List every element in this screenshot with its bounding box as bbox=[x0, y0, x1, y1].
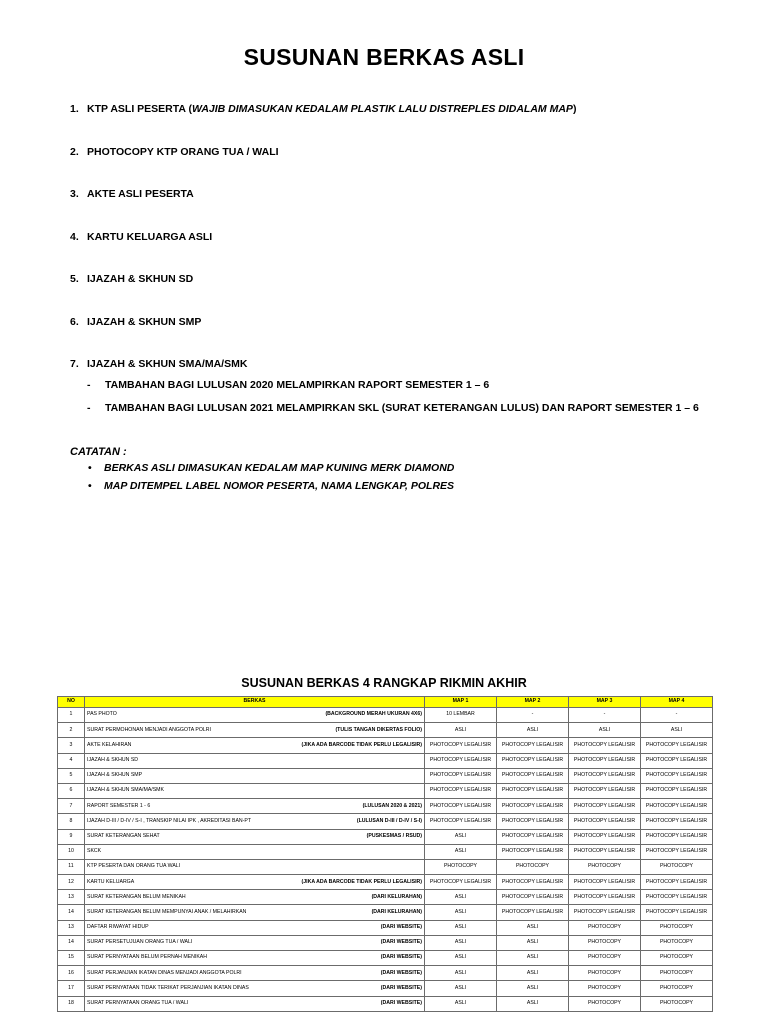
cell-map-2: ASLI bbox=[497, 966, 569, 981]
cell-berkas bbox=[85, 996, 425, 1011]
list-number: 1. bbox=[70, 103, 79, 115]
table-row bbox=[58, 875, 713, 890]
berkas-name: DAFTAR RIWAYAT HIDUP bbox=[87, 924, 149, 931]
berkas-name: AKTE KELAHIRAN bbox=[87, 741, 132, 748]
cell-map-4: PHOTOCOPY LEGALISIR bbox=[641, 799, 713, 814]
header-no: NO bbox=[58, 697, 85, 708]
cell-map-4: PHOTOCOPY bbox=[641, 951, 713, 966]
berkas-note: (JIKA ADA BARCODE TIDAK PERLU LEGALISIR) bbox=[301, 741, 422, 748]
berkas-name: SKCK bbox=[87, 848, 102, 855]
header-map-4: MAP 4 bbox=[641, 697, 713, 708]
cell-map-2: - bbox=[497, 708, 569, 723]
cell-no: 5 bbox=[58, 768, 85, 783]
list-number: 7. bbox=[70, 358, 79, 370]
cell-map-2: PHOTOCOPY LEGALISIR bbox=[497, 799, 569, 814]
cell-no: 10 bbox=[58, 844, 85, 859]
cell-map-3: PHOTOCOPY bbox=[569, 920, 641, 935]
cell-map-3: PHOTOCOPY LEGALISIR bbox=[569, 738, 641, 753]
berkas-name: SURAT PERNYATAAN ORANG TUA / WALI bbox=[87, 1000, 189, 1007]
cell-no: 1 bbox=[58, 708, 85, 723]
cell-no: 11 bbox=[58, 859, 85, 874]
berkas-note: (DARI WEBSITE) bbox=[380, 939, 422, 946]
berkas-note: (DARI WEBSITE) bbox=[380, 924, 422, 931]
cell-map-3: PHOTOCOPY bbox=[569, 935, 641, 950]
cell-map-4: PHOTOCOPY LEGALISIR bbox=[641, 844, 713, 859]
berkas-note: (JIKA ADA BARCODE TIDAK PERLU LEGALISIR) bbox=[301, 878, 422, 885]
cell-map-3: PHOTOCOPY LEGALISIR bbox=[569, 890, 641, 905]
bullet-icon: • bbox=[88, 462, 92, 474]
sub-item-text: TAMBAHAN BAGI LULUSAN 2021 MELAMPIRKAN SKL (SURAT KETERANGAN LULUS) DAN RAPORT SEMESTER 1 – 6 bbox=[105, 401, 699, 414]
cell-berkas bbox=[85, 829, 425, 844]
cell-map-3: PHOTOCOPY bbox=[569, 859, 641, 874]
list-item-6 bbox=[70, 316, 750, 359]
cell-map-2: PHOTOCOPY LEGALISIR bbox=[497, 890, 569, 905]
cell-map-4: PHOTOCOPY bbox=[641, 935, 713, 950]
cell-map-2: PHOTOCOPY LEGALISIR bbox=[497, 738, 569, 753]
list-item-3 bbox=[70, 188, 750, 231]
list-text: IJAZAH & SKHUN SD bbox=[87, 273, 194, 285]
cell-map-2: ASLI bbox=[497, 996, 569, 1011]
table-row bbox=[58, 920, 713, 935]
table-body bbox=[58, 708, 713, 1012]
berkas-name: RAPORT SEMESTER 1 - 6 bbox=[87, 802, 151, 809]
list-number: 3. bbox=[70, 188, 79, 200]
cell-map-3: PHOTOCOPY bbox=[569, 996, 641, 1011]
cell-map-1: ASLI bbox=[425, 951, 497, 966]
sub-item-text: TAMBAHAN BAGI LULUSAN 2020 MELAMPIRKAN RAPORT SEMESTER 1 – 6 bbox=[105, 378, 490, 391]
note-text: MAP DITEMPEL LABEL NOMOR PESERTA, NAMA LENGKAP, POLRES bbox=[104, 480, 455, 492]
cell-map-1: PHOTOCOPY LEGALISIR bbox=[425, 875, 497, 890]
cell-map-1: ASLI bbox=[425, 829, 497, 844]
cell-map-4: PHOTOCOPY LEGALISIR bbox=[641, 905, 713, 920]
cell-map-3: PHOTOCOPY LEGALISIR bbox=[569, 799, 641, 814]
cell-berkas bbox=[85, 708, 425, 723]
cell-berkas bbox=[85, 844, 425, 859]
list-text: PHOTOCOPY KTP ORANG TUA / WALI bbox=[87, 145, 279, 158]
cell-no: 14 bbox=[58, 935, 85, 950]
berkas-name: SURAT PERMOHONAN MENJADI ANGGOTA POLRI bbox=[87, 726, 211, 733]
cell-map-4: PHOTOCOPY LEGALISIR bbox=[641, 738, 713, 753]
cell-map-2: ASLI bbox=[497, 935, 569, 950]
berkas-name: PAS PHOTO bbox=[87, 711, 117, 718]
table-row bbox=[58, 738, 713, 753]
berkas-name: SURAT PERNYATAAN TIDAK TERIKAT PERJANJIAN IKATAN DINAS bbox=[87, 984, 249, 991]
cell-berkas bbox=[85, 905, 425, 920]
bullet-icon: • bbox=[88, 480, 92, 492]
berkas-note: (TULIS TANGAN DIKERTAS FOLIO) bbox=[335, 726, 422, 733]
cell-map-4: PHOTOCOPY LEGALISIR bbox=[641, 768, 713, 783]
berkas-name: KARTU KELUARGA bbox=[87, 878, 135, 885]
cell-map-1: PHOTOCOPY bbox=[425, 859, 497, 874]
cell-berkas bbox=[85, 935, 425, 950]
berkas-note: (LULUSAN 2020 & 2021) bbox=[362, 802, 422, 809]
cell-map-3: PHOTOCOPY LEGALISIR bbox=[569, 875, 641, 890]
cell-map-1: PHOTOCOPY LEGALISIR bbox=[425, 768, 497, 783]
berkas-note: (LULUSAN D-III / D-IV / S-I) bbox=[356, 817, 422, 824]
cell-map-2: PHOTOCOPY LEGALISIR bbox=[497, 905, 569, 920]
cell-map-2: ASLI bbox=[497, 981, 569, 996]
berkas-note: (DARI WEBSITE) bbox=[380, 969, 422, 976]
berkas-name: SURAT KETERANGAN SEHAT bbox=[87, 832, 160, 839]
cell-berkas bbox=[85, 799, 425, 814]
header-map-2: MAP 2 bbox=[497, 697, 569, 708]
cell-map-4: ASLI bbox=[641, 723, 713, 738]
cell-map-3: PHOTOCOPY LEGALISIR bbox=[569, 829, 641, 844]
cell-map-1: PHOTOCOPY LEGALISIR bbox=[425, 783, 497, 798]
cell-no: 18 bbox=[58, 996, 85, 1011]
berkas-note: (DARI WEBSITE) bbox=[380, 984, 422, 991]
list-number: 6. bbox=[70, 315, 79, 328]
cell-map-1: PHOTOCOPY LEGALISIR bbox=[425, 753, 497, 768]
table-row bbox=[58, 859, 713, 874]
cell-map-1: PHOTOCOPY LEGALISIR bbox=[425, 738, 497, 753]
cell-no: 13 bbox=[58, 920, 85, 935]
cell-berkas bbox=[85, 738, 425, 753]
list-number: 5. bbox=[70, 273, 79, 285]
cell-map-4: PHOTOCOPY LEGALISIR bbox=[641, 890, 713, 905]
berkas-name: IJAZAH D-III / D-IV / S-I , TRANSKIP NILAI IPK , AKREDITASI BAN-PT bbox=[87, 817, 252, 824]
table-row bbox=[58, 935, 713, 950]
table-row bbox=[58, 981, 713, 996]
sub-item-2 bbox=[87, 402, 750, 425]
cell-map-2: ASLI bbox=[497, 951, 569, 966]
cell-map-3: PHOTOCOPY LEGALISIR bbox=[569, 814, 641, 829]
list-item-2 bbox=[70, 146, 750, 189]
cell-map-2: ASLI bbox=[497, 723, 569, 738]
note-item-2 bbox=[88, 480, 454, 498]
table-row bbox=[58, 814, 713, 829]
cell-map-1: ASLI bbox=[425, 920, 497, 935]
cell-map-4: PHOTOCOPY bbox=[641, 966, 713, 981]
berkas-note: (DARI WEBSITE) bbox=[380, 1000, 422, 1007]
cell-map-4: PHOTOCOPY LEGALISIR bbox=[641, 875, 713, 890]
cell-no: 14 bbox=[58, 905, 85, 920]
cell-no: 17 bbox=[58, 981, 85, 996]
berkas-note: (DARI WEBSITE) bbox=[380, 954, 422, 961]
cell-no: 15 bbox=[58, 951, 85, 966]
cell-map-1: ASLI bbox=[425, 996, 497, 1011]
cell-map-1: PHOTOCOPY LEGALISIR bbox=[425, 799, 497, 814]
header-map-3: MAP 3 bbox=[569, 697, 641, 708]
cell-map-1: ASLI bbox=[425, 935, 497, 950]
berkas-asli-list bbox=[70, 103, 750, 425]
dash-icon: - bbox=[87, 378, 91, 391]
cell-berkas bbox=[85, 966, 425, 981]
cell-berkas bbox=[85, 951, 425, 966]
header-berkas: BERKAS bbox=[85, 697, 425, 708]
cell-berkas bbox=[85, 859, 425, 874]
cell-no: 6 bbox=[58, 783, 85, 798]
cell-map-2: PHOTOCOPY LEGALISIR bbox=[497, 829, 569, 844]
cell-map-2: PHOTOCOPY LEGALISIR bbox=[497, 768, 569, 783]
cell-map-1: ASLI bbox=[425, 966, 497, 981]
sub-list bbox=[70, 379, 750, 425]
cell-map-3: - bbox=[569, 708, 641, 723]
cell-berkas bbox=[85, 753, 425, 768]
cell-map-4: PHOTOCOPY bbox=[641, 920, 713, 935]
list-text: KTP ASLI PESERTA (WAJIB DIMASUKAN KEDALAM PLASTIK LALU DISTREPLES DIDALAM MAP) bbox=[87, 103, 577, 115]
table-header-row bbox=[58, 697, 713, 708]
note-text: BERKAS ASLI DIMASUKAN KEDALAM MAP KUNING MERK DIAMOND bbox=[104, 462, 455, 474]
cell-no: 16 bbox=[58, 966, 85, 981]
sub-item-1 bbox=[87, 379, 750, 402]
table-row bbox=[58, 966, 713, 981]
catatan-label: CATATAN : bbox=[70, 446, 127, 458]
list-number: 2. bbox=[70, 145, 79, 158]
table-row bbox=[58, 951, 713, 966]
berkas-name: SURAT KETERANGAN BELUM MENIKAH bbox=[87, 893, 186, 900]
table-row bbox=[58, 768, 713, 783]
cell-map-3: ASLI bbox=[569, 723, 641, 738]
cell-map-1: ASLI bbox=[425, 981, 497, 996]
cell-map-2: PHOTOCOPY LEGALISIR bbox=[497, 753, 569, 768]
cell-berkas bbox=[85, 814, 425, 829]
berkas-name: SURAT KETERANGAN BELUM MEMPUNYAI ANAK / MELAHIRKAN bbox=[87, 908, 247, 915]
table-row bbox=[58, 844, 713, 859]
cell-berkas bbox=[85, 875, 425, 890]
list-item-4 bbox=[70, 231, 750, 274]
cell-no: 13 bbox=[58, 890, 85, 905]
note-item-1 bbox=[88, 462, 454, 480]
berkas-name: IJAZAH & SKHUN SMA/MA/SMK bbox=[87, 787, 164, 794]
cell-map-1: PHOTOCOPY LEGALISIR bbox=[425, 814, 497, 829]
cell-map-3: PHOTOCOPY bbox=[569, 981, 641, 996]
cell-map-4: PHOTOCOPY LEGALISIR bbox=[641, 829, 713, 844]
cell-map-4: - bbox=[641, 708, 713, 723]
cell-map-1: ASLI bbox=[425, 905, 497, 920]
table-row bbox=[58, 996, 713, 1011]
cell-map-1: 10 LEMBAR bbox=[425, 708, 497, 723]
dash-icon: - bbox=[87, 401, 91, 414]
berkas-name: IJAZAH & SKHUN SD bbox=[87, 757, 139, 764]
cell-no: 9 bbox=[58, 829, 85, 844]
list-text-italic: WAJIB DIMASUKAN KEDALAM PLASTIK LALU DISTREPLES DIDALAM MAP bbox=[192, 103, 573, 115]
cell-map-3: PHOTOCOPY bbox=[569, 951, 641, 966]
cell-map-1: ASLI bbox=[425, 890, 497, 905]
list-number: 4. bbox=[70, 230, 79, 243]
header-map-1: MAP 1 bbox=[425, 697, 497, 708]
cell-map-4: PHOTOCOPY bbox=[641, 859, 713, 874]
table-row bbox=[58, 799, 713, 814]
berkas-table bbox=[57, 696, 713, 1012]
list-text: IJAZAH & SKHUN SMP bbox=[87, 315, 202, 328]
cell-map-2: PHOTOCOPY LEGALISIR bbox=[497, 783, 569, 798]
berkas-name: KTP PESERTA DAN ORANG TUA WALI bbox=[87, 863, 181, 870]
cell-berkas bbox=[85, 920, 425, 935]
cell-map-4: PHOTOCOPY LEGALISIR bbox=[641, 814, 713, 829]
cell-map-3: PHOTOCOPY LEGALISIR bbox=[569, 783, 641, 798]
cell-no: 7 bbox=[58, 799, 85, 814]
table-title: SUSUNAN BERKAS 4 RANGKAP RIKMIN AKHIR bbox=[241, 676, 527, 690]
cell-map-3: PHOTOCOPY LEGALISIR bbox=[569, 844, 641, 859]
cell-map-3: PHOTOCOPY LEGALISIR bbox=[569, 768, 641, 783]
table-row bbox=[58, 708, 713, 723]
cell-map-2: PHOTOCOPY LEGALISIR bbox=[497, 814, 569, 829]
table-row bbox=[58, 753, 713, 768]
berkas-name: SURAT PERSETUJUAN ORANG TUA / WALI bbox=[87, 939, 193, 946]
cell-berkas bbox=[85, 768, 425, 783]
cell-berkas bbox=[85, 783, 425, 798]
cell-map-3: PHOTOCOPY LEGALISIR bbox=[569, 905, 641, 920]
list-text: KARTU KELUARGA ASLI bbox=[87, 230, 213, 243]
cell-map-4: PHOTOCOPY LEGALISIR bbox=[641, 783, 713, 798]
cell-map-3: PHOTOCOPY LEGALISIR bbox=[569, 753, 641, 768]
list-item-1 bbox=[70, 103, 750, 146]
cell-map-4: PHOTOCOPY LEGALISIR bbox=[641, 753, 713, 768]
cell-map-1: ASLI bbox=[425, 723, 497, 738]
page-title: SUSUNAN BERKAS ASLI bbox=[243, 44, 525, 70]
cell-map-2: PHOTOCOPY LEGALISIR bbox=[497, 844, 569, 859]
cell-map-1: ASLI bbox=[425, 844, 497, 859]
cell-map-3: PHOTOCOPY bbox=[569, 966, 641, 981]
cell-no: 2 bbox=[58, 723, 85, 738]
cell-map-4: PHOTOCOPY bbox=[641, 996, 713, 1011]
cell-berkas bbox=[85, 981, 425, 996]
cell-no: 3 bbox=[58, 738, 85, 753]
cell-no: 4 bbox=[58, 753, 85, 768]
berkas-note: (DARI KELURAHAN) bbox=[371, 893, 422, 900]
cell-berkas bbox=[85, 723, 425, 738]
berkas-name: IJAZAH & SKHUN SMP bbox=[87, 772, 143, 779]
cell-map-2: PHOTOCOPY LEGALISIR bbox=[497, 875, 569, 890]
table-row bbox=[58, 829, 713, 844]
table-row bbox=[58, 783, 713, 798]
berkas-note: (BACKGROUND MERAH UKURAN 4X6) bbox=[325, 711, 422, 718]
list-text: IJAZAH & SKHUN SMA/MA/SMK bbox=[87, 358, 248, 370]
berkas-name: SURAT PERNYATAAN BELUM PERNAH MENIKAH bbox=[87, 954, 208, 961]
berkas-note: (DARI KELURAHAN) bbox=[371, 908, 422, 915]
table-row bbox=[58, 905, 713, 920]
notes-list bbox=[88, 462, 454, 498]
cell-map-4: PHOTOCOPY bbox=[641, 981, 713, 996]
list-item-5 bbox=[70, 273, 750, 316]
cell-berkas bbox=[85, 890, 425, 905]
berkas-name: SURAT PERJANJIAN IKATAN DINAS MENJADI ANGGOTA POLRI bbox=[87, 969, 242, 976]
cell-map-2: PHOTOCOPY bbox=[497, 859, 569, 874]
cell-no: 8 bbox=[58, 814, 85, 829]
table-row bbox=[58, 723, 713, 738]
list-text: AKTE ASLI PESERTA bbox=[87, 188, 194, 200]
cell-map-2: ASLI bbox=[497, 920, 569, 935]
table-row bbox=[58, 890, 713, 905]
cell-no: 12 bbox=[58, 875, 85, 890]
berkas-note: (PUSKESMAS / RSUD) bbox=[366, 832, 422, 839]
